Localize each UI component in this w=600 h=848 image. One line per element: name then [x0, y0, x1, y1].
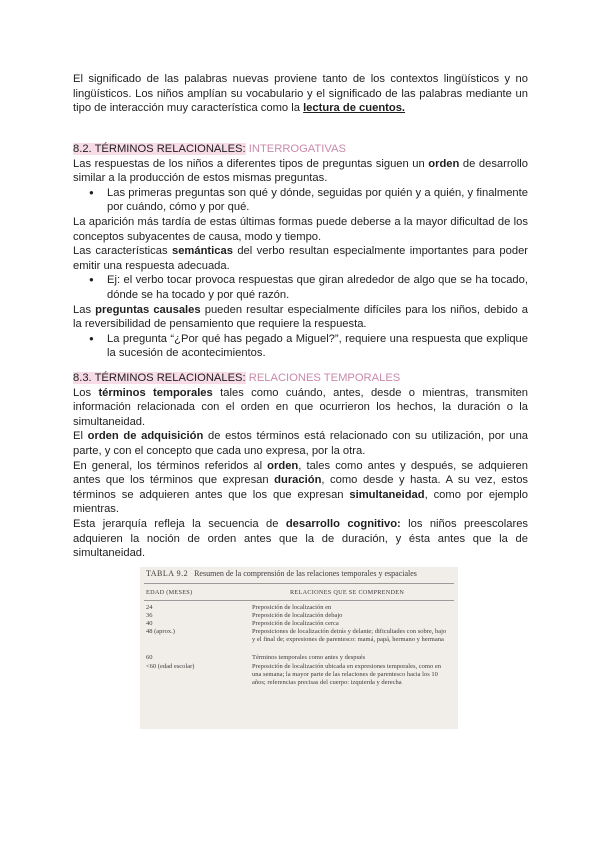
section-8-3: [73, 371, 528, 561]
section-8-2-heading: 8.2. TÉRMINOS RELACIONALES: INTERROGATIVAS: [73, 143, 346, 155]
lectura-de-cuentos-text: lectura de cuentos.: [303, 102, 406, 115]
paragraph: Las respuestas de los niños a diferentes tipos de preguntas siguen un orden de desarrollo similar a la producción de estos mismas preguntas.: [73, 157, 529, 185]
table-header-relations: RELACIONES QUE SE COMPRENDEN: [290, 589, 405, 596]
bullet-list: [73, 186, 528, 215]
paragraph: Las preguntas causales pueden resultar especialmente difíciles para los niños, debido a la reversibilidad de pensamiento que requiere la respuesta.: [73, 303, 529, 331]
intro-paragraph: [73, 72, 528, 116]
list-item: ● Las primeras preguntas son qué y dónde, seguidas por quién y a quién, y finalmente por cuándo, cómo y por qué.: [107, 186, 528, 215]
paragraph: Las características semánticas del verbo resultan especialmente importantes para poder emitir una respuesta adecuada.: [73, 245, 529, 272]
bullet-list: [73, 273, 528, 302]
section-8-3-heading: 8.3. TÉRMINOS RELACIONALES: RELACIONES TEMPORALES: [73, 372, 401, 384]
table-header-age: EDAD (MESES): [146, 589, 193, 596]
table-rule: [144, 600, 454, 601]
paragraph: Esta jerarquía refleja la secuencia de desarrollo cognitivo: los niños preescolares adquieren la noción de orden antes que la de duración, y ésta antes que la de simultaneidad.: [73, 517, 529, 560]
paragraph: La aparición más tardía de estas últimas formas puede deberse a la mayor dificultad de los conceptos subyacentes de causa, modo y tiempo.: [73, 215, 528, 243]
section-8-2: [73, 142, 528, 361]
bullet-list: [73, 332, 528, 361]
table-title: TABLA 9.2 Resumen de la comprensión de las relaciones temporales y espaciales: [146, 569, 417, 578]
list-item: ● La pregunta “¿Por qué has pegado a Miguel?”, requiere una respuesta que explique la sucesión de acontecimientos.: [107, 332, 528, 361]
table-image: TABLA 9.2 Resumen de la comprensión de las relaciones temporales y espaciales EDAD (MESES) RELACIONES QUE SE COMPRENDEN 24 Preposición de localización en 36 Preposición de localización debajo 40 Preposición de localización cerca 48 (aprox.) Preposiciones de localización detrás y delante; dificultades con sobre, bajo y el final de; expresiones de parentesco: mamá, papá, hermano y hermana 60 Términos temporales como antes y después <60 (edad escolar) Preposición de localización ubicada en expresiones temporales, como en una semana; la mayor parte de las relaciones de parentesco hacia los 10 años; referencias precisas del cuerpo: izquierda y derecha: [140, 567, 458, 729]
table-rule: [144, 583, 454, 584]
paragraph: En general, los términos referidos al orden, tales como antes y después, se adquieren antes que los términos que expresan duración, como desde y hasta. A su vez, estos términos se adquieren antes que los que expresan simultaneidad, como por ejemplo mientras.: [73, 459, 529, 516]
paragraph: Los términos temporales tales como cuándo, antes, desde o mientras, transmiten información relacionada con el orden en que ocurrieron los hechos, la duración o la simultaneidad.: [73, 386, 529, 428]
intro-text: El significado de las palabras nuevas proviene tanto de los contextos lingüísticos y no lingüísticos. Los niños amplían su vocabulario y el significado de las palabras mediante un tipo de interacción muy característica como la: [73, 73, 528, 115]
list-item: ● Ej: el verbo tocar provoca respuestas que giran alrededor de algo que se ha tocado, dónde se ha tocado y por qué razón.: [107, 273, 528, 302]
paragraph: El orden de adquisición de estos términos está relacionado con su utilización, por una parte, y con el concepto que cada uno expresa, por la otra.: [73, 430, 529, 457]
